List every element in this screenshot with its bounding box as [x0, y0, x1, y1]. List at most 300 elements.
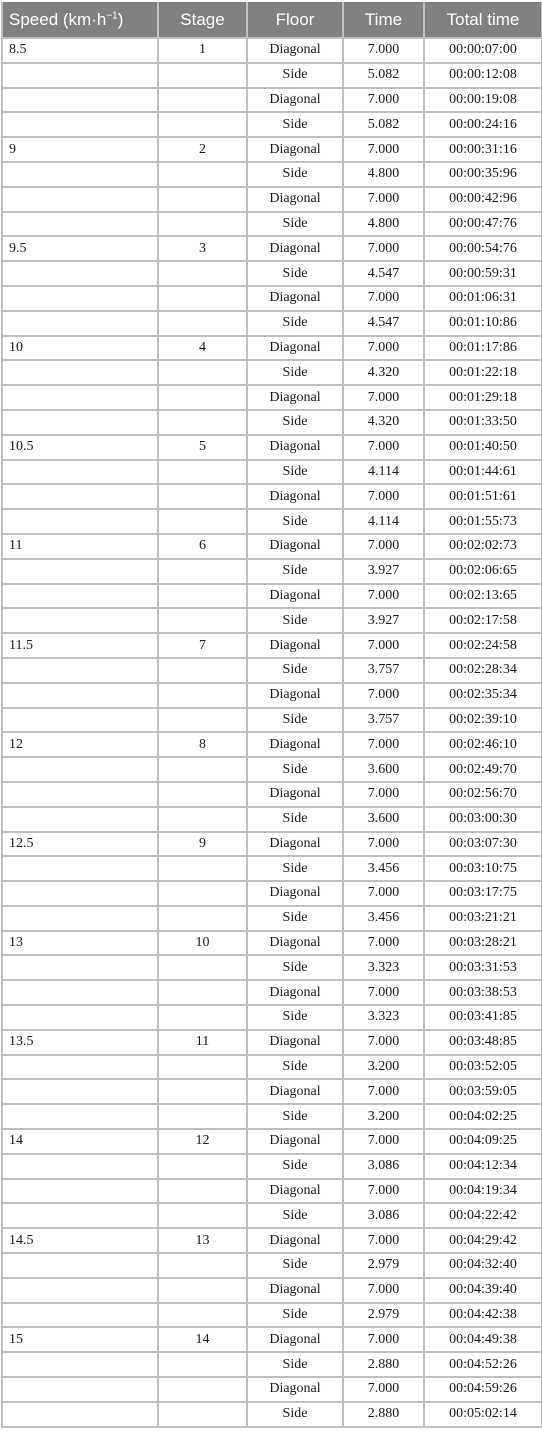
cell-total-time: 00:04:52:26: [424, 1352, 542, 1377]
table-row: [2, 683, 542, 708]
cell-speed: [2, 856, 158, 881]
cell-time: 4.547: [343, 311, 424, 336]
cell-time: 7.000: [343, 534, 424, 559]
cell-stage: [158, 881, 247, 906]
cell-total-time: 00:00:07:00: [424, 38, 542, 63]
cell-total-time: 00:04:02:25: [424, 1104, 542, 1129]
cell-stage: [158, 1154, 247, 1179]
cell-stage: 5: [158, 435, 247, 460]
table-row: [2, 1203, 542, 1228]
cell-total-time: 00:03:31:53: [424, 955, 542, 980]
cell-stage: [158, 484, 247, 509]
cell-stage: 12: [158, 1129, 247, 1154]
cell-stage: 13: [158, 1228, 247, 1253]
header-stage: Stage: [158, 2, 247, 38]
cell-stage: [158, 88, 247, 113]
cell-speed: [2, 286, 158, 311]
cell-speed: [2, 708, 158, 733]
cell-stage: 4: [158, 336, 247, 361]
table-row: [2, 881, 542, 906]
cell-total-time: 00:00:42:96: [424, 187, 542, 212]
cell-total-time: 00:03:48:85: [424, 1030, 542, 1055]
cell-stage: [158, 683, 247, 708]
cell-floor: Diagonal: [247, 1228, 343, 1253]
cell-time: 3.323: [343, 955, 424, 980]
cell-speed: [2, 212, 158, 237]
cell-floor: Side: [247, 1203, 343, 1228]
cell-floor: Diagonal: [247, 881, 343, 906]
table-row: [2, 162, 542, 187]
cell-time: 7.000: [343, 782, 424, 807]
cell-stage: 2: [158, 137, 247, 162]
cell-stage: [158, 856, 247, 881]
cell-total-time: 00:00:35:96: [424, 162, 542, 187]
cell-total-time: 00:02:24:58: [424, 633, 542, 658]
cell-total-time: 00:01:10:86: [424, 311, 542, 336]
cell-time: 3.600: [343, 807, 424, 832]
cell-floor: Side: [247, 360, 343, 385]
cell-total-time: 00:03:21:21: [424, 906, 542, 931]
cell-floor: Side: [247, 708, 343, 733]
cell-floor: Side: [247, 1055, 343, 1080]
cell-stage: 7: [158, 633, 247, 658]
table-row: [2, 1278, 542, 1303]
cell-speed: [2, 1203, 158, 1228]
cell-total-time: 00:02:02:73: [424, 534, 542, 559]
cell-time: 7.000: [343, 484, 424, 509]
cell-stage: [158, 63, 247, 88]
cell-floor: Side: [247, 63, 343, 88]
cell-time: 7.000: [343, 88, 424, 113]
cell-floor: Side: [247, 212, 343, 237]
cell-stage: [158, 1179, 247, 1204]
cell-time: 7.000: [343, 187, 424, 212]
cell-floor: Side: [247, 856, 343, 881]
cell-floor: Diagonal: [247, 980, 343, 1005]
cell-speed: [2, 1154, 158, 1179]
cell-speed: [2, 63, 158, 88]
cell-time: 3.927: [343, 559, 424, 584]
cell-time: 7.000: [343, 931, 424, 956]
cell-time: 3.086: [343, 1154, 424, 1179]
cell-time: 7.000: [343, 1278, 424, 1303]
cell-time: 7.000: [343, 1079, 424, 1104]
cell-floor: Side: [247, 807, 343, 832]
cell-total-time: 00:00:24:16: [424, 112, 542, 137]
cell-floor: Diagonal: [247, 683, 343, 708]
table-header: [2, 2, 542, 38]
table-row: [2, 1179, 542, 1204]
cell-time: 7.000: [343, 881, 424, 906]
cell-speed: [2, 980, 158, 1005]
table-row: [2, 1377, 542, 1402]
cell-total-time: 00:03:52:05: [424, 1055, 542, 1080]
cell-time: 7.000: [343, 732, 424, 757]
cell-stage: [158, 1203, 247, 1228]
cell-speed: [2, 658, 158, 683]
table-row: [2, 261, 542, 286]
cell-floor: Diagonal: [247, 732, 343, 757]
cell-floor: Diagonal: [247, 782, 343, 807]
cell-stage: [158, 608, 247, 633]
cell-stage: [158, 286, 247, 311]
cell-stage: [158, 658, 247, 683]
cell-total-time: 00:01:22:18: [424, 360, 542, 385]
cell-floor: Diagonal: [247, 1030, 343, 1055]
cell-total-time: 00:03:38:53: [424, 980, 542, 1005]
cell-total-time: 00:03:41:85: [424, 1005, 542, 1030]
table-row: [2, 608, 542, 633]
table-row: [2, 187, 542, 212]
cell-time: 2.880: [343, 1352, 424, 1377]
cell-floor: Diagonal: [247, 286, 343, 311]
cell-stage: 6: [158, 534, 247, 559]
cell-speed: [2, 261, 158, 286]
cell-floor: Side: [247, 1154, 343, 1179]
cell-total-time: 00:00:12:08: [424, 63, 542, 88]
table-row: [2, 1030, 542, 1055]
cell-speed: [2, 782, 158, 807]
cell-speed: [2, 584, 158, 609]
cell-floor: Diagonal: [247, 88, 343, 113]
cell-total-time: 00:00:59:31: [424, 261, 542, 286]
table-row: [2, 88, 542, 113]
cell-speed: [2, 683, 158, 708]
cell-speed: [2, 608, 158, 633]
cell-floor: Side: [247, 1005, 343, 1030]
cell-speed: [2, 484, 158, 509]
cell-time: 3.086: [343, 1203, 424, 1228]
cell-stage: [158, 757, 247, 782]
cell-total-time: 00:04:59:26: [424, 1377, 542, 1402]
cell-stage: [158, 1253, 247, 1278]
cell-stage: [158, 1352, 247, 1377]
cell-time: 7.000: [343, 1179, 424, 1204]
cell-total-time: 00:01:06:31: [424, 286, 542, 311]
cell-stage: [158, 955, 247, 980]
cell-floor: Side: [247, 311, 343, 336]
cell-time: 7.000: [343, 137, 424, 162]
cell-floor: Diagonal: [247, 633, 343, 658]
cell-speed: [2, 955, 158, 980]
cell-speed: 11: [2, 534, 158, 559]
table-row: [2, 385, 542, 410]
header-floor: Floor: [247, 2, 343, 38]
cell-stage: [158, 112, 247, 137]
cell-time: 4.547: [343, 261, 424, 286]
cell-floor: Side: [247, 261, 343, 286]
cell-stage: [158, 1303, 247, 1328]
cell-speed: 10.5: [2, 435, 158, 460]
cell-time: 3.200: [343, 1055, 424, 1080]
cell-total-time: 00:03:28:21: [424, 931, 542, 956]
cell-speed: [2, 410, 158, 435]
cell-floor: Side: [247, 1303, 343, 1328]
cell-stage: [158, 1402, 247, 1427]
cell-time: 7.000: [343, 1030, 424, 1055]
cell-total-time: 00:03:00:30: [424, 807, 542, 832]
header-speed-exponent: −1: [106, 9, 118, 21]
cell-time: 3.200: [343, 1104, 424, 1129]
cell-speed: [2, 1352, 158, 1377]
cell-total-time: 00:02:17:58: [424, 608, 542, 633]
table-row: [2, 435, 542, 460]
cell-speed: 12.5: [2, 832, 158, 857]
cell-stage: [158, 1278, 247, 1303]
cell-total-time: 00:02:35:34: [424, 683, 542, 708]
table-row: [2, 757, 542, 782]
cell-total-time: 00:04:22:42: [424, 1203, 542, 1228]
cell-total-time: 00:02:06:65: [424, 559, 542, 584]
cell-stage: [158, 162, 247, 187]
cell-time: 4.320: [343, 410, 424, 435]
table-row: [2, 1327, 542, 1352]
table-row: [2, 212, 542, 237]
cell-time: 7.000: [343, 336, 424, 361]
cell-speed: 13.5: [2, 1030, 158, 1055]
cell-speed: [2, 1179, 158, 1204]
cell-speed: 14.5: [2, 1228, 158, 1253]
cell-stage: [158, 708, 247, 733]
cell-speed: [2, 311, 158, 336]
cell-speed: [2, 906, 158, 931]
cell-total-time: 00:01:40:50: [424, 435, 542, 460]
cell-total-time: 00:01:29:18: [424, 385, 542, 410]
cell-speed: 11.5: [2, 633, 158, 658]
header-speed-label: Speed (km·h: [9, 9, 107, 29]
cell-stage: [158, 807, 247, 832]
cell-speed: [2, 1079, 158, 1104]
table-row: [2, 633, 542, 658]
cell-stage: 8: [158, 732, 247, 757]
cell-total-time: 00:00:47:76: [424, 212, 542, 237]
cell-stage: [158, 906, 247, 931]
table-row: [2, 807, 542, 832]
cell-time: 7.000: [343, 435, 424, 460]
cell-floor: Side: [247, 1352, 343, 1377]
cell-speed: 9: [2, 137, 158, 162]
cell-floor: Diagonal: [247, 1079, 343, 1104]
cell-stage: [158, 385, 247, 410]
cell-stage: [158, 187, 247, 212]
cell-stage: 10: [158, 931, 247, 956]
table-row: [2, 311, 542, 336]
table-row: [2, 906, 542, 931]
table-row: [2, 1402, 542, 1427]
cell-floor: Diagonal: [247, 1179, 343, 1204]
cell-time: 7.000: [343, 1129, 424, 1154]
cell-time: 7.000: [343, 832, 424, 857]
table-row: [2, 1253, 542, 1278]
table-row: [2, 1352, 542, 1377]
cell-floor: Diagonal: [247, 435, 343, 460]
cell-floor: Diagonal: [247, 1278, 343, 1303]
cell-total-time: 00:04:12:34: [424, 1154, 542, 1179]
cell-time: 7.000: [343, 236, 424, 261]
cell-floor: Side: [247, 1402, 343, 1427]
cell-floor: Side: [247, 757, 343, 782]
cell-speed: [2, 559, 158, 584]
cell-time: 5.082: [343, 112, 424, 137]
table-row: [2, 336, 542, 361]
cell-total-time: 00:02:56:70: [424, 782, 542, 807]
cell-speed: [2, 1104, 158, 1129]
cell-floor: Side: [247, 162, 343, 187]
cell-total-time: 00:00:31:16: [424, 137, 542, 162]
cell-total-time: 00:04:19:34: [424, 1179, 542, 1204]
cell-floor: Side: [247, 955, 343, 980]
protocol-table: [1, 2, 542, 1428]
cell-floor: Side: [247, 559, 343, 584]
cell-total-time: 00:03:59:05: [424, 1079, 542, 1104]
cell-stage: 14: [158, 1327, 247, 1352]
cell-floor: Side: [247, 410, 343, 435]
cell-speed: [2, 1377, 158, 1402]
cell-stage: [158, 212, 247, 237]
cell-stage: [158, 509, 247, 534]
cell-floor: Diagonal: [247, 832, 343, 857]
cell-stage: [158, 559, 247, 584]
cell-floor: Diagonal: [247, 38, 343, 63]
cell-floor: Side: [247, 608, 343, 633]
cell-stage: [158, 311, 247, 336]
table-row: [2, 286, 542, 311]
cell-total-time: 00:03:10:75: [424, 856, 542, 881]
cell-total-time: 00:02:13:65: [424, 584, 542, 609]
cell-time: 7.000: [343, 683, 424, 708]
table-row: [2, 63, 542, 88]
header-time: Time: [343, 2, 424, 38]
cell-floor: Diagonal: [247, 1327, 343, 1352]
cell-floor: Diagonal: [247, 584, 343, 609]
cell-time: 2.979: [343, 1253, 424, 1278]
header-total-time: Total time: [424, 2, 542, 38]
cell-floor: Diagonal: [247, 137, 343, 162]
cell-speed: [2, 807, 158, 832]
table-row: [2, 1005, 542, 1030]
cell-time: 7.000: [343, 286, 424, 311]
cell-time: 7.000: [343, 38, 424, 63]
cell-speed: [2, 112, 158, 137]
cell-time: 3.456: [343, 856, 424, 881]
table-row: [2, 410, 542, 435]
cell-total-time: 00:03:17:75: [424, 881, 542, 906]
cell-time: 7.000: [343, 633, 424, 658]
cell-time: 7.000: [343, 385, 424, 410]
cell-stage: [158, 1377, 247, 1402]
table-row: [2, 534, 542, 559]
cell-speed: 9.5: [2, 236, 158, 261]
table-row: [2, 708, 542, 733]
table-row: [2, 1154, 542, 1179]
cell-speed: [2, 757, 158, 782]
cell-total-time: 00:04:29:42: [424, 1228, 542, 1253]
table-row: [2, 832, 542, 857]
table-row: [2, 38, 542, 63]
table-row: [2, 137, 542, 162]
table-row: [2, 658, 542, 683]
cell-floor: Side: [247, 906, 343, 931]
cell-floor: Diagonal: [247, 534, 343, 559]
table-row: [2, 931, 542, 956]
cell-stage: [158, 1005, 247, 1030]
table-row: [2, 980, 542, 1005]
cell-floor: Side: [247, 658, 343, 683]
cell-speed: [2, 509, 158, 534]
cell-total-time: 00:03:07:30: [424, 832, 542, 857]
cell-floor: Diagonal: [247, 484, 343, 509]
cell-total-time: 00:02:46:10: [424, 732, 542, 757]
cell-floor: Diagonal: [247, 385, 343, 410]
cell-time: 2.979: [343, 1303, 424, 1328]
cell-floor: Diagonal: [247, 1377, 343, 1402]
cell-speed: [2, 360, 158, 385]
cell-speed: [2, 1303, 158, 1328]
cell-total-time: 00:04:39:40: [424, 1278, 542, 1303]
table-row: [2, 955, 542, 980]
cell-speed: 8.5: [2, 38, 158, 63]
table-row: [2, 584, 542, 609]
cell-floor: Side: [247, 509, 343, 534]
table-row: [2, 782, 542, 807]
cell-stage: 9: [158, 832, 247, 857]
cell-time: 3.927: [343, 608, 424, 633]
cell-stage: 1: [158, 38, 247, 63]
cell-total-time: 00:02:28:34: [424, 658, 542, 683]
cell-stage: 11: [158, 1030, 247, 1055]
cell-time: 7.000: [343, 1327, 424, 1352]
cell-stage: [158, 1104, 247, 1129]
cell-speed: [2, 162, 158, 187]
cell-speed: 10: [2, 336, 158, 361]
cell-speed: [2, 881, 158, 906]
header-speed: [2, 2, 158, 38]
cell-speed: [2, 88, 158, 113]
cell-stage: [158, 261, 247, 286]
table-row: [2, 236, 542, 261]
cell-total-time: 00:04:32:40: [424, 1253, 542, 1278]
cell-total-time: 00:05:02:14: [424, 1402, 542, 1427]
cell-floor: Side: [247, 112, 343, 137]
cell-stage: 3: [158, 236, 247, 261]
cell-time: 3.600: [343, 757, 424, 782]
cell-time: 4.114: [343, 509, 424, 534]
cell-floor: Side: [247, 1253, 343, 1278]
cell-total-time: 00:01:55:73: [424, 509, 542, 534]
cell-stage: [158, 1055, 247, 1080]
cell-total-time: 00:01:51:61: [424, 484, 542, 509]
table-row: [2, 1129, 542, 1154]
cell-total-time: 00:04:49:38: [424, 1327, 542, 1352]
cell-speed: [2, 385, 158, 410]
cell-total-time: 00:00:19:08: [424, 88, 542, 113]
cell-floor: Side: [247, 1104, 343, 1129]
cell-stage: [158, 460, 247, 485]
cell-time: 4.114: [343, 460, 424, 485]
cell-speed: 14: [2, 1129, 158, 1154]
table-row: [2, 112, 542, 137]
cell-time: 4.800: [343, 212, 424, 237]
table-body: [2, 38, 542, 1427]
cell-time: 3.757: [343, 658, 424, 683]
cell-time: 7.000: [343, 584, 424, 609]
cell-speed: 13: [2, 931, 158, 956]
cell-time: 3.323: [343, 1005, 424, 1030]
cell-total-time: 00:02:49:70: [424, 757, 542, 782]
cell-time: 7.000: [343, 1377, 424, 1402]
cell-total-time: 00:04:09:25: [424, 1129, 542, 1154]
table-row: [2, 856, 542, 881]
